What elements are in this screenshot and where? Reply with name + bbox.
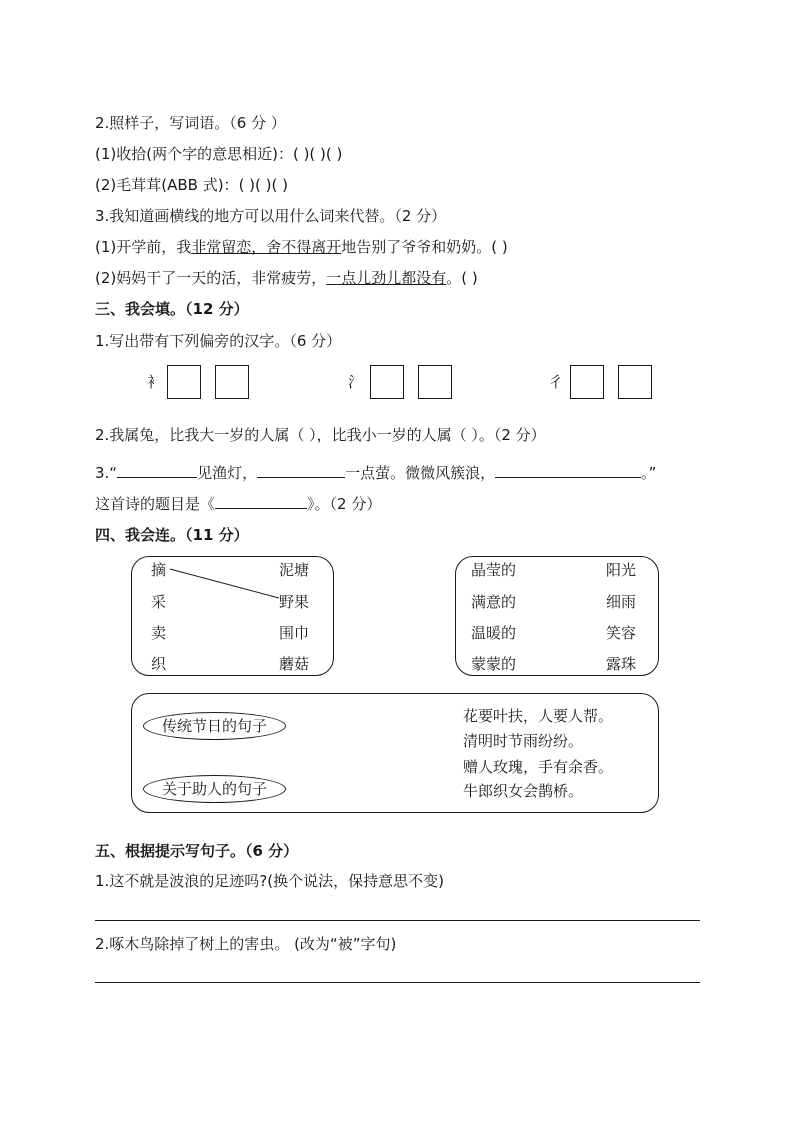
sentence-item[interactable]: 牛郎织女会鹊桥。 bbox=[463, 782, 584, 800]
question-3-1-underlined: 非常留恋，舍不得离开 bbox=[191, 238, 342, 256]
question-3-2-suffix: 。( ) bbox=[446, 269, 478, 287]
match-noun[interactable]: 笑容 bbox=[606, 624, 637, 642]
section-5-q2: 2.啄木鸟除掉了树上的害虫。 (改为“被”字句) bbox=[95, 935, 397, 953]
question-3-1-suffix: 地告别了爷爷和奶奶。( ) bbox=[341, 238, 508, 256]
poem-open-quote: 3.“ bbox=[95, 464, 118, 482]
question-3-title: 3.我知道画横线的地方可以用什么词来代替。（2 分） bbox=[95, 207, 447, 225]
answer-line-1[interactable] bbox=[95, 920, 700, 921]
section-3-heading: 三、我会填。（12 分） bbox=[95, 300, 249, 318]
question-2-2: (2)毛茸茸(ABB 式)：( )( )( ) bbox=[95, 176, 288, 194]
match-noun[interactable]: 细雨 bbox=[606, 593, 637, 611]
section-3-q2: 2.我属兔，比我大一岁的人属（ ），比我小一岁的人属（ ）。（2 分） bbox=[95, 426, 546, 444]
poem-close-quote: 。” bbox=[641, 464, 657, 482]
sentence-item[interactable]: 赠人玫瑰，手有余香。 bbox=[463, 758, 614, 776]
radical-shui: 氵 bbox=[348, 373, 364, 391]
match-verb[interactable]: 卖 bbox=[151, 624, 167, 642]
section-4-heading: 四、我会连。（11 分） bbox=[95, 526, 249, 544]
radical-chi: 彳 bbox=[548, 373, 564, 391]
match-noun[interactable]: 围巾 bbox=[279, 624, 310, 642]
question-2-title: 2.照样子，写词语。（6 分 ） bbox=[95, 114, 286, 132]
poem-text-2: 一点萤。微微风簇浪， bbox=[345, 464, 496, 482]
poem-text-1: 见渔灯， bbox=[197, 464, 258, 482]
category-oval-festival[interactable]: 传统节日的句子 bbox=[143, 712, 286, 740]
section-5-heading: 五、根据提示写句子。（6 分） bbox=[95, 842, 299, 860]
answer-line-2[interactable] bbox=[95, 982, 700, 983]
match-verb[interactable]: 织 bbox=[151, 655, 167, 673]
section-5-q1: 1.这不就是波浪的足迹吗?(换个说法，保持意思不变) bbox=[95, 872, 444, 890]
match-verb[interactable]: 采 bbox=[151, 593, 167, 611]
match-noun[interactable]: 泥塘 bbox=[279, 561, 310, 579]
question-2-1: (1)收拾(两个字的意思相近)：( )( )( ) bbox=[95, 145, 343, 163]
match-adjective[interactable]: 蒙蒙的 bbox=[471, 655, 517, 673]
match-noun[interactable]: 蘑菇 bbox=[279, 655, 310, 673]
question-3-2-prefix: (2)妈妈干了一天的活，非常疲劳， bbox=[95, 269, 327, 287]
poem-title-prefix: 这首诗的题目是《 bbox=[95, 495, 216, 513]
match-adjective[interactable]: 满意的 bbox=[471, 593, 517, 611]
match-noun[interactable]: 阳光 bbox=[606, 561, 637, 579]
match-adjective[interactable]: 晶莹的 bbox=[471, 561, 517, 579]
poem-title-suffix: 》。（2 分） bbox=[307, 495, 382, 513]
question-3-1-prefix: (1)开学前，我 bbox=[95, 238, 192, 256]
match-noun[interactable]: 野果 bbox=[279, 593, 310, 611]
section-3-q1: 1.写出带有下列偏旁的汉字。（6 分） bbox=[95, 332, 342, 350]
radical-yi: 衤 bbox=[147, 373, 163, 391]
question-3-2-underlined: 一点儿劲儿都没有 bbox=[326, 269, 447, 287]
example-line bbox=[170, 569, 279, 598]
match-noun[interactable]: 露珠 bbox=[606, 655, 637, 673]
category-oval-helping[interactable]: 关于助人的句子 bbox=[143, 775, 286, 803]
sentence-item[interactable]: 花要叶扶，人要人帮。 bbox=[463, 707, 614, 725]
match-verb[interactable]: 摘 bbox=[151, 561, 167, 579]
match-adjective[interactable]: 温暖的 bbox=[471, 624, 517, 642]
sentence-item[interactable]: 清明时节雨纷纷。 bbox=[463, 732, 584, 750]
